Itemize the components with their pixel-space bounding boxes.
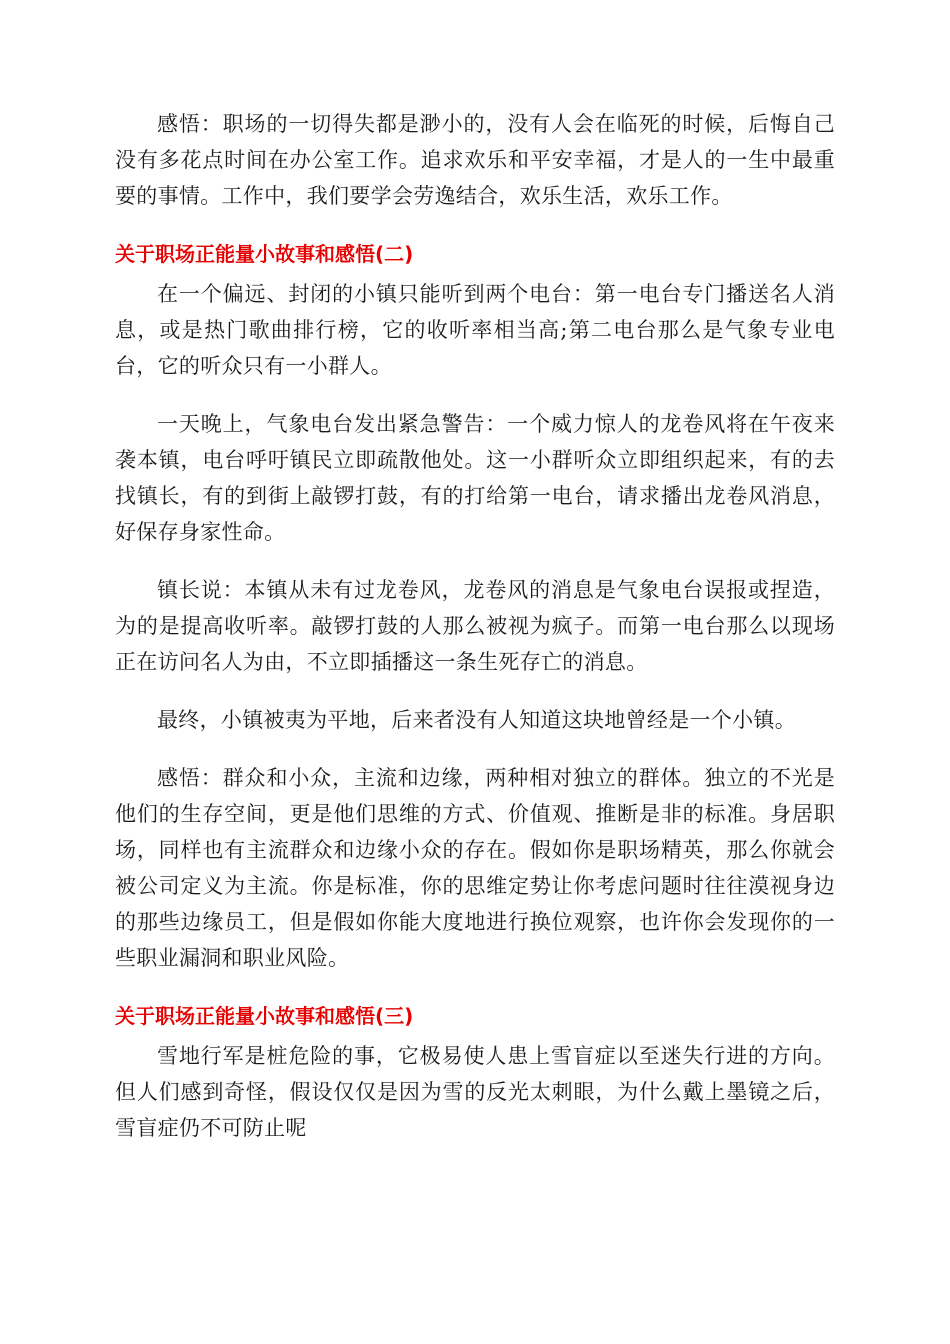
section-heading-2: 关于职场正能量小故事和感悟(二) — [115, 242, 414, 266]
section-heading-3: 关于职场正能量小故事和感悟(三) — [115, 1004, 414, 1028]
document-page — [115, 106, 835, 1168]
paragraph-insight-2: 感悟：群众和小众，主流和边缘，两种相对独立的群体。独立的不光是他们的生存空间，更是他们思维的方式、价值观、推断是非的标准。身居职场，同样也有主流群众和边缘小众的存在。假如你是职场精英，那么你就会被公司定义为主流。你是标准，你的思维定势让你考虑问题时往往漠视身边的那些边缘员工，但是假如你能大度地进行换位观察，也许你会发现你的一些职业漏洞和职业风险。 — [115, 766, 835, 970]
paragraph-insight-1: 感悟：职场的一切得失都是渺小的，没有人会在临死的时候，后悔自己没有多花点时间在办公室工作。追求欢乐和平安幸福，才是人的一生中最重要的事情。工作中，我们要学会劳逸结合，欢乐生活，欢乐工作。 — [115, 112, 835, 208]
paragraph-snow-march: 雪地行军是桩危险的事，它极易使人患上雪盲症以至迷失行进的方向。但人们感到奇怪，假设仅仅是因为雪的反光太刺眼，为什么戴上墨镜之后，雪盲症仍不可防止呢 — [115, 1044, 835, 1140]
paragraph-tornado-warning: 一天晚上，气象电台发出紧急警告：一个威力惊人的龙卷风将在午夜来袭本镇，电台呼吁镇民立即疏散他处。这一小群听众立即组织起来，有的去找镇长，有的到街上敲锣打鼓，有的打给第一电台，请求播出龙卷风消息，好保存身家性命。 — [115, 412, 835, 544]
paragraph-mayor-response: 镇长说：本镇从未有过龙卷风，龙卷风的消息是气象电台误报或捏造，为的是提高收听率。敲锣打鼓的人那么被视为疯子。而第一电台那么以现场正在访问名人为由，不立即插播这一条生死存亡的消息。 — [115, 578, 835, 674]
paragraph-radio-stations: 在一个偏远、封闭的小镇只能听到两个电台：第一电台专门播送名人消息，或是热门歌曲排行榜，它的收听率相当高;第二电台那么是气象专业电台，它的听众只有一小群人。 — [115, 282, 835, 378]
paragraph-town-destroyed: 最终，小镇被夷为平地，后来者没有人知道这块地曾经是一个小镇。 — [157, 708, 796, 732]
